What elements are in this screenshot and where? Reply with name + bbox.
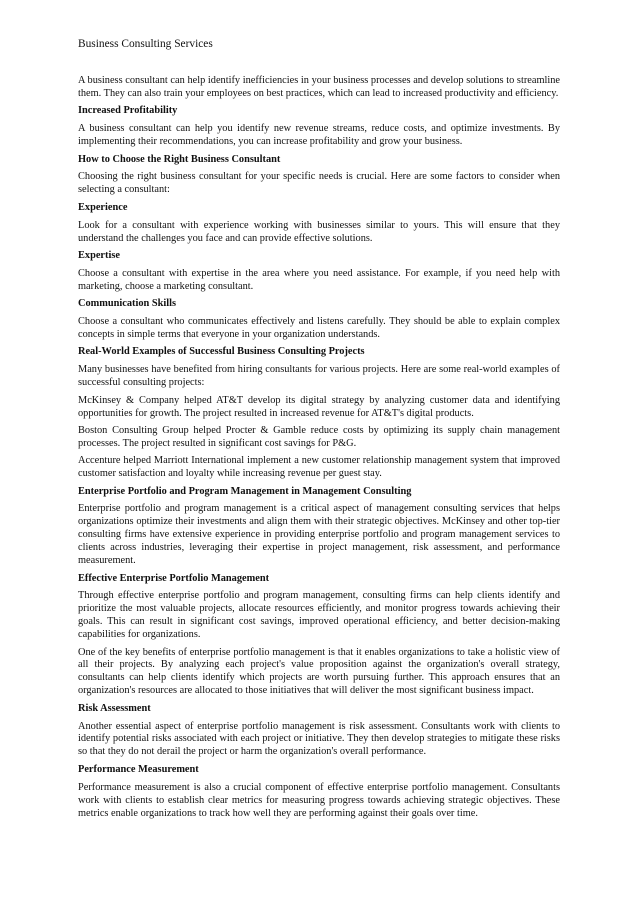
paragraph: A business consultant can help identify inefficiencies in your business processes and develop solutions to streamline them. They can also train your employees on best practices, which can lead to increased productivity and efficiency. xyxy=(78,75,560,99)
paragraph: Choose a consultant with expertise in the area where you need assistance. For example, if you need help with marketing, choose a marketing consultant. xyxy=(78,267,560,292)
paragraph: Choosing the right business consultant for your specific needs is crucial. Here are some factors to consider when selecting a consultant: xyxy=(78,171,560,196)
paragraph: Another essential aspect of enterprise portfolio management is risk assessment. Consultants work with clients to identify potential risks associated with each project or initiative. They then develop strategies to mitigate these risks so that they do not derail the project or harm the organization's overall performance. xyxy=(78,720,560,758)
section-heading: Enterprise Portfolio and Program Management in Management Consulting xyxy=(78,485,412,497)
paragraph: Performance measurement is also a crucial component of effective enterprise portfolio management. Consultants work with clients to establish clear metrics for measuring progress towards achieving strategic objectives. These metrics enable organizations to track how well they are performing against their goals over time. xyxy=(78,781,560,819)
document-body xyxy=(78,75,560,825)
paragraph: Enterprise portfolio and program management is a critical aspect of management consulting services that helps organizations optimize their investments and align them with their strategic objectives. McKinsey and other top-tier consulting firms have extensive experience in providing enterprise portfolio and program management services to clients across industries, leveraging their expertise in project management, risk assessment, and performance measurement. xyxy=(78,503,560,567)
section-heading: Performance Measurement xyxy=(78,763,199,775)
paragraph: Through effective enterprise portfolio and program management, consulting firms can help clients identify and prioritize the most valuable projects, allocate resources efficiently, and monitor progress towards achieving their goals. This can result in significant cost savings, improved operational efficiency, and better decision-making capabilities for organizations. xyxy=(78,590,560,641)
section-heading: Increased Profitability xyxy=(78,105,178,117)
section-heading: Expertise xyxy=(78,249,120,261)
paragraph: One of the key benefits of enterprise portfolio management is that it enables organizations to take a holistic view of all their projects. By analyzing each project's value proposition against the organization's overall strategy, consultants can help clients identify which projects are worth pursuing further. This approach ensures that an organization's resources are allocated to those initiatives that will deliver the most significant business impact. xyxy=(78,646,560,697)
running-header: Business Consulting Services xyxy=(78,38,213,50)
section-heading: Risk Assessment xyxy=(78,702,151,714)
paragraph: Choose a consultant who communicates effectively and listens carefully. They should be able to explain complex concepts in simple terms that everyone in your organization understands. xyxy=(78,316,560,340)
section-heading: How to Choose the Right Business Consultant xyxy=(78,153,281,165)
paragraph: McKinsey & Company helped AT&T develop its digital strategy by analyzing customer data and identifying opportunities for growth. The project resulted in increased revenue for AT&T's digital products. xyxy=(78,394,560,419)
paragraph: Boston Consulting Group helped Procter & Gamble reduce costs by optimizing its supply chain management processes. The project resulted in significant cost savings for P&G. xyxy=(78,424,560,449)
section-heading: Real-World Examples of Successful Business Consulting Projects xyxy=(78,346,365,358)
section-heading: Experience xyxy=(78,201,128,213)
paragraph: A business consultant can help you identify new revenue streams, reduce costs, and optimize investments. By implementing their recommendations, you can increase profitability and grow your business. xyxy=(78,123,560,148)
paragraph: Look for a consultant with experience working with businesses similar to yours. This will ensure that they understand the challenges you face and can provide effective solutions. xyxy=(78,219,560,244)
paragraph: Accenture helped Marriott International implement a new customer relationship management system that improved customer satisfaction and loyalty while increasing revenue per guest stay. xyxy=(78,455,560,480)
section-heading: Communication Skills xyxy=(78,298,176,310)
section-heading: Effective Enterprise Portfolio Management xyxy=(78,572,270,584)
paragraph: Many businesses have benefited from hiring consultants for various projects. Here are some real-world examples of successful consulting projects: xyxy=(78,364,560,389)
